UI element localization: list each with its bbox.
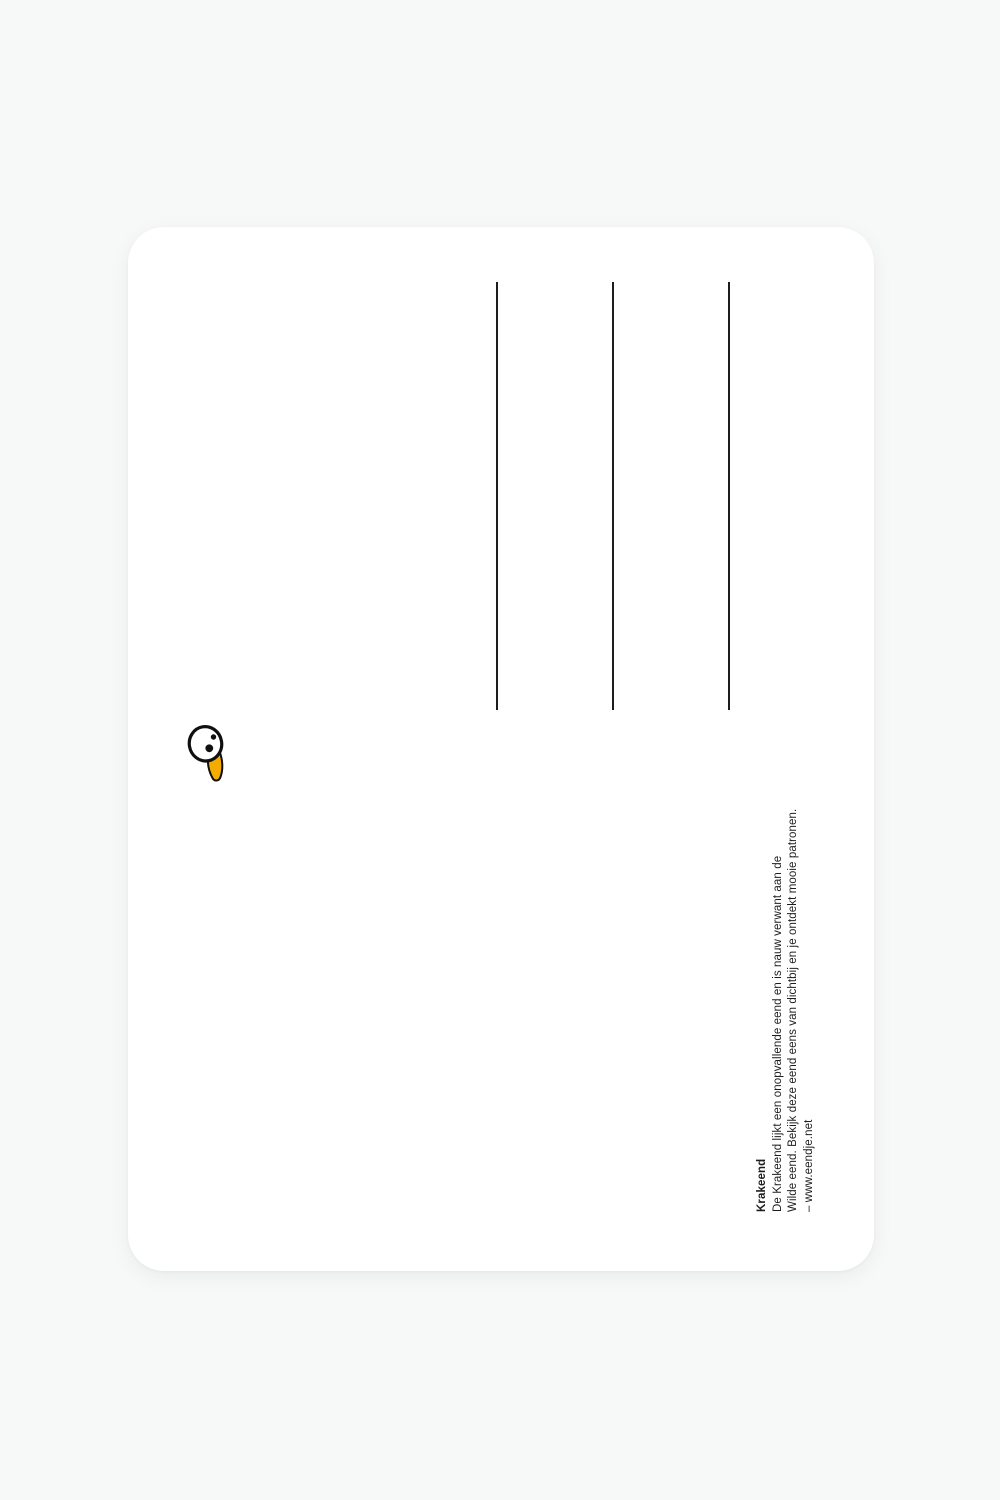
duck-icon: [184, 721, 234, 785]
duck-eye-large: [205, 744, 213, 752]
caption: [755, 792, 818, 1212]
address-line: [496, 282, 498, 710]
caption-line: De Krakeend lijkt een onopvallende eend en is nauw verwant aan de: [771, 855, 784, 1212]
caption-website: – www.eendje.net: [803, 1119, 816, 1212]
caption-title: Krakeend: [756, 1158, 768, 1212]
caption-line: Wilde eend. Bekijk deze eend eens van dichtbij en je ontdekt mooie patronen.: [787, 808, 800, 1212]
duck-eye-small: [211, 734, 216, 739]
address-line: [728, 282, 730, 710]
postcard: [128, 227, 874, 1271]
address-line: [612, 282, 614, 710]
